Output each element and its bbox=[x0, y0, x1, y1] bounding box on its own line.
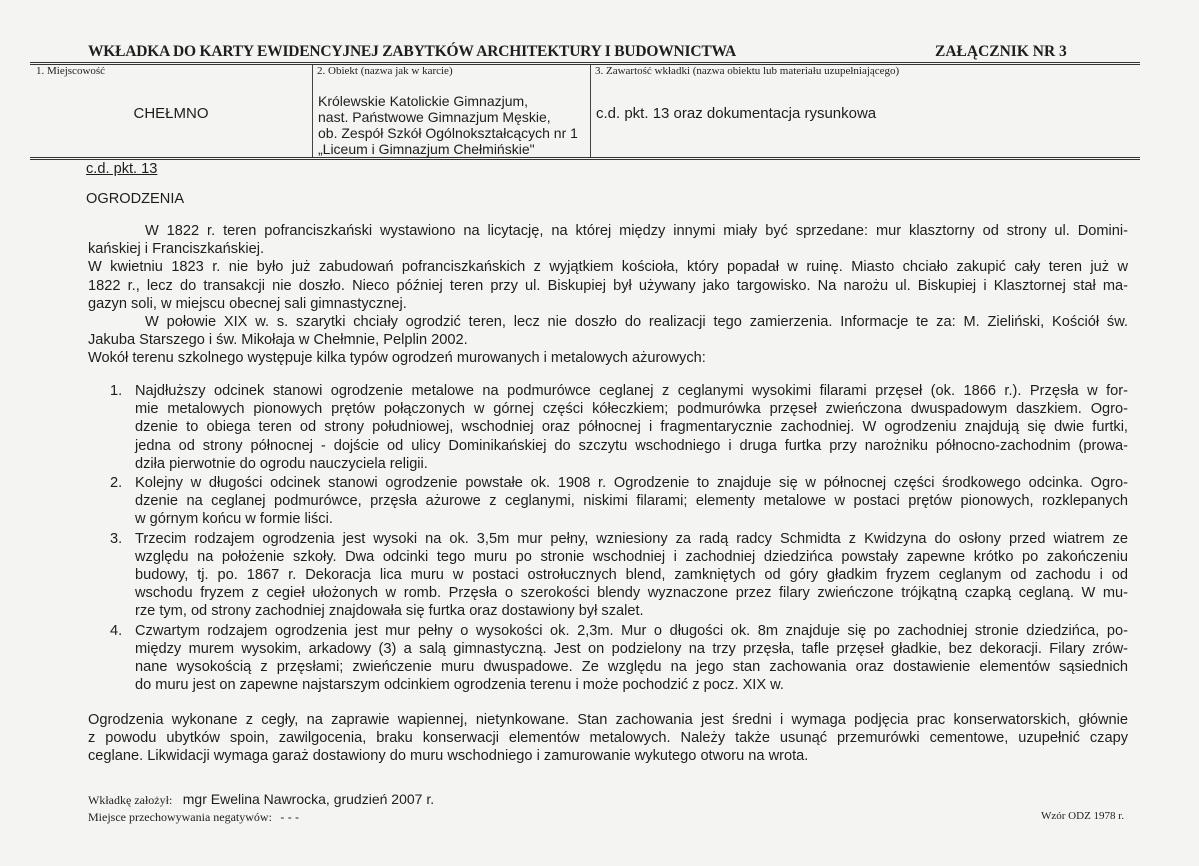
text-line: nane wysokością z przęsłami; zwieńczenie muru dwuspadowe. Ze względu na jego stan zachowania oraz dostawienie elementów sąsiednich bbox=[135, 659, 1128, 676]
fence-list bbox=[88, 382, 1128, 694]
negatives-label: Miejsce przechowywania negatywów: bbox=[88, 810, 272, 824]
text-line: W kwietniu 1823 r. nie było już zabudowań pofranciszkańskich z wyjątkiem kościoła, który popadał w ruinę. Miasto chciało zakupić cały teren już w bbox=[88, 259, 1128, 276]
form-template: Wzór ODZ 1978 r. bbox=[1041, 810, 1125, 822]
text-line: Kolejny w długości odcinek stanowi ogrodzenie powstałe ok. 1908 r. Ogrodzenie to znajduje się w północnej części środkowego odcinka. Ogro- bbox=[135, 475, 1128, 492]
text-line: wschodu fryzem z cegieł ułożonych w romb. Przęsła o szerokości blendy wyznaczone przez filary zwieńczone trójkątną czapką ceglaną. W mu- bbox=[135, 585, 1128, 602]
text-line: W połowie XIX w. s. szarytki chciały ogrodzić teren, lecz nie doszło do realizacji tego zamierzenia. Informacje te za: M. Zieliński, Kościół św. bbox=[145, 314, 1128, 331]
item-number: 1. bbox=[110, 383, 123, 399]
object-line: ob. Zespół Szkół Ogólnokształcących nr 1 bbox=[318, 125, 578, 141]
text-line: z powodu ubytków spoin, zawilgocenia, braku konserwacji elementów metalowych. Należy także usunąć przemurówki cementowe, uzupełnić czapy bbox=[88, 730, 1128, 747]
text-line: dzenie na ceglanej podmurówce, przęsła ażurowe z ceglanymi, niskimi filarami; elementy metalowe w postaci prętów pionowych, rozklepanych bbox=[135, 493, 1128, 510]
object-line: „Liceum i Gimnazjum Chełmińskie" bbox=[318, 141, 535, 157]
text-line: jedna od strony północnej - dojście od ulicy Dominikańskiej do szczytu wschodniego i druga furtka przy narożniku północno-zachodnim (prowa- bbox=[135, 437, 1128, 454]
text-line: w górnym końcu w formie liści. bbox=[135, 511, 333, 528]
text-line: kańskiej i Franciszkańskiej. bbox=[88, 241, 264, 258]
object-label: 2. Obiekt (nazwa jak w karcie) bbox=[317, 65, 453, 77]
text-line: mie metalowych pionowych prętów połączonych w górnej części kółeczkiem; podmurówka przęseł zwieńczona dwuspadowym daszkiem. Ogro- bbox=[135, 401, 1128, 418]
content-value: c.d. pkt. 13 oraz dokumentacja rysunkowa bbox=[596, 105, 877, 122]
text-line: budowy, tj. po. 1867 r. Dekoracja lica muru w postaci ostrołucznych blend, zamkniętych od góry gładkim fryzem ceglanym od zachodu i od bbox=[135, 567, 1128, 584]
text-line: Wokół terenu szkolnego występuje kilka typów ogrodzeń murowanych i metalowych ażurowych: bbox=[88, 350, 706, 367]
author-value: mgr Ewelina Nawrocka, grudzień 2007 r. bbox=[182, 791, 435, 807]
locality-label: 1. Miejscowość bbox=[36, 65, 106, 77]
object-line: Królewskie Katolickie Gimnazjum, bbox=[318, 93, 529, 109]
continuation-ref: c.d. pkt. 13 bbox=[86, 161, 158, 177]
locality-value: CHEŁMNO bbox=[133, 105, 209, 122]
text-line: względu na położenie szkoły. Dwa odcinki tego muru po stronie wschodniej i zachodniej dziedzińca powstały zapewne krótko po zakończeniu bbox=[135, 548, 1128, 565]
author-label: Wkładkę założył: bbox=[88, 793, 173, 807]
text-line: Czwartym rodzajem ogrodzenia jest mur pełny o wysokości ok. 2,3m. Mur o długości ok. 8m znajduje się po zachodniej stronie dziedzińca, po- bbox=[135, 622, 1128, 639]
text-line: Najdłuższy odcinek stanowi ogrodzenie metalowe na podmurówce ceglanej z ceglanymi wysokimi filarami przęseł (ok. 1866 r.). Przęsła w for- bbox=[135, 383, 1128, 399]
negatives-value: - - - bbox=[280, 810, 300, 824]
item-number: 3. bbox=[110, 530, 123, 547]
content-label: 3. Zawartość wkładki (nazwa obiektu lub materiału uzupełniającego) bbox=[595, 65, 900, 77]
list-item bbox=[88, 474, 1128, 529]
section-heading: OGRODZENIA bbox=[86, 191, 185, 207]
text-line: Trzecim rodzajem ogrodzenia jest wysoki na ok. 3,5m mur pełny, wzniesiony za radą radcy Schmidta z Kwidzyna do osłony przed wiatrem ze bbox=[135, 530, 1128, 547]
text-line: Ogrodzenia wykonane z cegły, na zaprawie wapiennej, nietynkowane. Stan zachowania jest średni i wymaga podjęcia prac konserwatorskich, głównie bbox=[88, 712, 1128, 728]
text-line: do muru jest on zapewne najstarszym odcinkiem ogrodzenia terenu i może pochodzić z pocz. XIX w. bbox=[135, 677, 784, 694]
list-item bbox=[88, 530, 1128, 621]
object-line: nast. Państwowe Gimnazjum Męskie, bbox=[318, 109, 551, 125]
item-number: 2. bbox=[110, 475, 123, 492]
author-row bbox=[88, 791, 434, 809]
text-line: rze tym, od strony zachodniej znajdowała się furtka oraz dostawiony był szalet. bbox=[135, 603, 644, 620]
text-line: dzenie to obiega teren od strony południowej, wschodniej oraz północnej i fragmentarycznie zachodniej. W ogrodzeniu znajdują się dwie furtki, bbox=[135, 419, 1128, 436]
text-line: między murem wysokim, arkadowy (3) a salą gimnastyczną. Jest on podzielony na trzy przęsła, tafle przęseł gładkie, bez dekoracji. Filary zrów- bbox=[135, 640, 1128, 657]
list-item bbox=[88, 382, 1128, 473]
text-line: W 1822 r. teren pofranciszkański wystawiono na licytację, na której między innymi miały być sprzedane: mur klasztorny od strony ul. Domini- bbox=[145, 223, 1128, 239]
closing-text bbox=[88, 711, 1128, 766]
negatives-row bbox=[88, 808, 299, 826]
divider bbox=[30, 62, 1140, 65]
text-line: 1822 r., lecz do transakcji nie doszło. Nieco później teren przy ul. Biskupiej był używany jako targowisko. Na narożu ul. Biskupiej i Klasztornej stał ma- bbox=[88, 277, 1128, 294]
text-line: ceglane. Likwidacji wymaga garaż dostawiony do muru wschodniego i zamurowanie wykutego otworu na wrota. bbox=[88, 748, 809, 765]
text-line: dziła pierwotnie do ogrodu nauczyciela religii. bbox=[135, 455, 428, 472]
item-number: 4. bbox=[110, 622, 123, 639]
text-line: Jakuba Starszego i św. Mikołaja w Chełmnie, Pelplin 2002. bbox=[88, 332, 468, 349]
column-divider bbox=[590, 65, 591, 157]
object-value bbox=[318, 93, 578, 157]
list-item bbox=[88, 622, 1128, 695]
intro-text bbox=[88, 222, 1128, 368]
divider bbox=[30, 157, 1140, 160]
text-line: gazyn soli, w miejscu obecnej sali gimnastycznej. bbox=[88, 295, 407, 312]
column-divider bbox=[312, 65, 313, 157]
form-title: WKŁADKA DO KARTY EWIDENCYJNEJ ZABYTKÓW ARCHITEKTURY I BUDOWNICTWA bbox=[88, 43, 737, 60]
annex-number: ZAŁĄCZNIK NR 3 bbox=[935, 43, 1067, 60]
